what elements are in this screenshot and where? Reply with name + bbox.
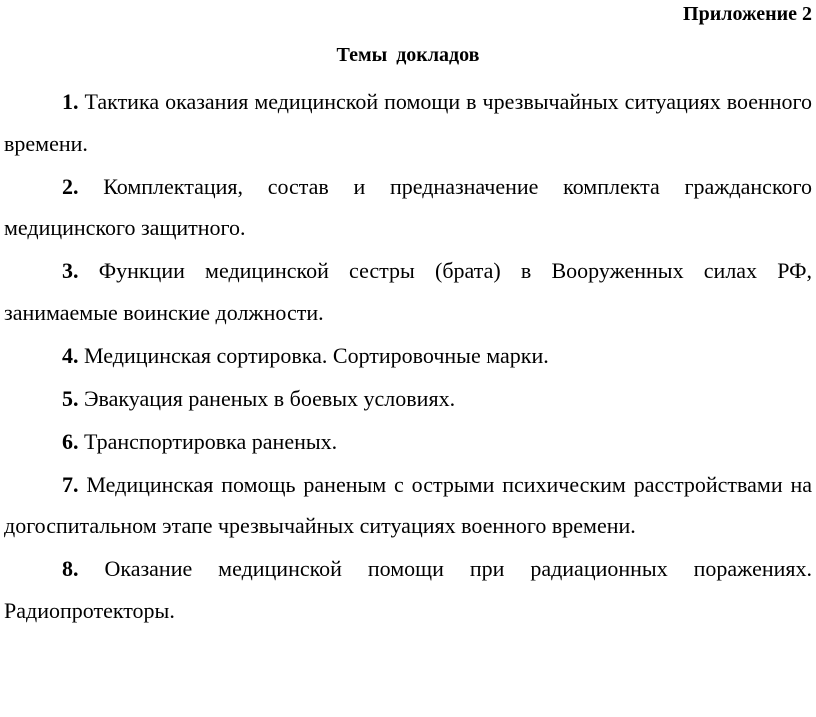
topic-item-4 xyxy=(4,335,812,377)
topic-number: 6. xyxy=(62,428,79,454)
topics-list xyxy=(4,81,812,633)
topic-number: 1. xyxy=(62,89,79,114)
topic-text: Транспортировка раненых. xyxy=(84,428,338,454)
topic-text: Комплектация, состав и предназначение комплекта гражданского медицинского защитного. xyxy=(4,173,812,240)
topic-text: Тактика оказания медицинской помощи в чрезвычайных ситуациях военного времени. xyxy=(4,89,812,156)
topic-text: Медицинская сортировка. Сортировочные марки. xyxy=(84,342,549,368)
topic-item-1 xyxy=(4,81,812,164)
topic-number: 3. xyxy=(62,258,79,283)
topic-number: 5. xyxy=(62,385,79,411)
appendix-label: Приложение 2 xyxy=(683,3,812,25)
topic-item-5 xyxy=(4,378,812,420)
topic-number: 4. xyxy=(62,342,79,368)
topic-text: Медицинская помощь раненым с острыми психическим расстройствами на догоспитальном этапе чрезвычайных ситуациях военного времени. xyxy=(4,471,812,538)
topic-text: Эвакуация раненых в боевых условиях. xyxy=(84,385,456,411)
topic-number: 8. xyxy=(62,556,79,581)
topic-item-7 xyxy=(4,464,812,547)
topic-number: 2. xyxy=(62,173,79,199)
topic-item-2 xyxy=(4,166,812,249)
topic-text: Оказание медицинской помощи при радиационных поражениях. Радиопротекторы. xyxy=(4,556,813,623)
topic-item-8 xyxy=(4,548,812,631)
topic-number: 7. xyxy=(62,471,79,497)
topic-item-6 xyxy=(4,421,812,463)
document-title: Темы докладов xyxy=(336,44,480,66)
topic-item-3 xyxy=(4,250,812,333)
topic-text: Функции медицинской сестры (брата) в Вооруженных силах РФ, занимаемые воинские должности. xyxy=(4,258,812,325)
